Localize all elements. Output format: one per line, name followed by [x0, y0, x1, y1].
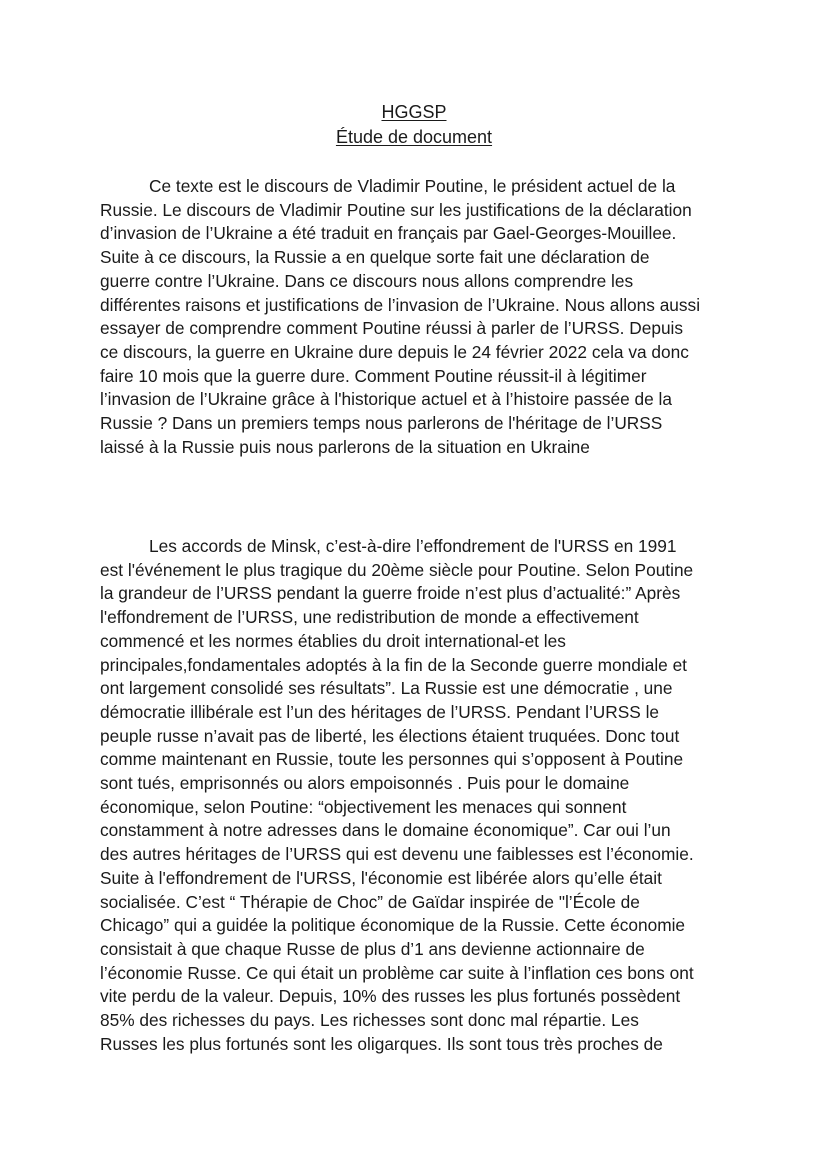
- paragraph-urss-heritage: [100, 535, 780, 1056]
- text-line: Suite à ce discours, la Russie a en quelque sorte fait une déclaration de: [100, 247, 650, 268]
- text-line: constamment à notre adresses dans le domaine économique”. Car oui l’un: [100, 820, 671, 841]
- document-title: [0, 100, 828, 124]
- text-line: comme maintenant en Russie, toute les personnes qui s’opposent à Poutine: [100, 749, 684, 770]
- text-line: commencé et les normes établies du droit international-et les: [100, 630, 566, 651]
- text-line: laissé à la Russie puis nous parlerons de la situation en Ukraine: [100, 436, 590, 457]
- text-line: la grandeur de l’URSS pendant la guerre froide n’est plus d’actualité:” Après: [100, 583, 681, 604]
- text-line: faire 10 mois que la guerre dure. Comment Poutine réussit-il à légitimer: [100, 365, 647, 386]
- text-line: Russie. Le discours de Vladimir Poutine sur les justifications de la déclaration: [100, 199, 692, 220]
- text-line: ce discours, la guerre en Ukraine dure depuis le 24 février 2022 cela va donc: [100, 341, 689, 362]
- text-line: Ce texte est le discours de Vladimir Poutine, le président actuel de la: [149, 176, 676, 196]
- document-subtitle: [0, 125, 828, 149]
- text-line: Chicago” qui a guidée la politique économique de la Russie. Cette économie: [100, 915, 686, 936]
- text-line: Suite à l'effondrement de l'URSS, l'économie est libérée alors qu’elle était: [100, 867, 662, 888]
- text-line: socialisée. C’est “ Thérapie de Choc” de Gaïdar inspirée de "l’École de: [100, 891, 640, 912]
- text-line: est l'événement le plus tragique du 20ème siècle pour Poutine. Selon Poutine: [100, 559, 694, 580]
- title-text: HGGSP: [381, 102, 447, 122]
- text-line: l’invasion de l’Ukraine grâce à l'historique actuel et à l’histoire passée de la: [100, 389, 672, 410]
- subtitle-text: Étude de document: [335, 127, 493, 147]
- text-line: l'effondrement de l’URSS, une redistribution de monde a effectivement: [100, 607, 639, 628]
- text-line: Russes les plus fortunés sont les oligarques. Ils sont tous très proches de: [100, 1033, 663, 1054]
- text-line: Russie ? Dans un premiers temps nous parlerons de l'héritage de l’URSS: [100, 413, 663, 434]
- text-line: différentes raisons et justifications de l’invasion de l’Ukraine. Nous allons aussi: [100, 294, 701, 315]
- text-line: économique, selon Poutine: “objectivement les menaces qui sonnent: [100, 796, 627, 817]
- text-line: d’invasion de l’Ukraine a été traduit en français par Gael-Georges-Mouillee.: [100, 223, 677, 244]
- text-line: l’économie Russe. Ce qui était un problème car suite à l’inflation ces bons ont: [100, 962, 694, 983]
- text-line: Les accords de Minsk, c’est-à-dire l’effondrement de l'URSS en 1991: [149, 536, 677, 556]
- text-line: essayer de comprendre comment Poutine réussi à parler de l’URSS. Depuis: [100, 318, 684, 339]
- text-line: principales,fondamentales adoptés à la fin de la Seconde guerre mondiale et: [100, 654, 687, 675]
- text-line: sont tués, emprisonnés ou alors empoisonnés . Puis pour le domaine: [100, 773, 630, 794]
- paragraph-introduction: [100, 175, 780, 459]
- text-line: 85% des richesses du pays. Les richesses sont donc mal répartie. Les: [100, 1010, 639, 1031]
- text-line: démocratie illibérale est l’un des héritages de l’URSS. Pendant l’URSS le: [100, 701, 660, 722]
- text-line: des autres héritages de l’URSS qui est devenu une faiblesses est l’économie.: [100, 844, 694, 865]
- text-line: peuple russe n’avait pas de liberté, les élections étaient truquées. Donc tout: [100, 725, 680, 746]
- text-line: vite perdu de la valeur. Depuis, 10% des russes les plus fortunés possèdent: [100, 986, 681, 1007]
- text-line: ont largement consolidé ses résultats”. La Russie est une démocratie , une: [100, 678, 673, 699]
- text-line: guerre contre l’Ukraine. Dans ce discours nous allons comprendre les: [100, 270, 634, 291]
- text-line: consistait à que chaque Russe de plus d’1 ans devienne actionnaire de: [100, 938, 645, 959]
